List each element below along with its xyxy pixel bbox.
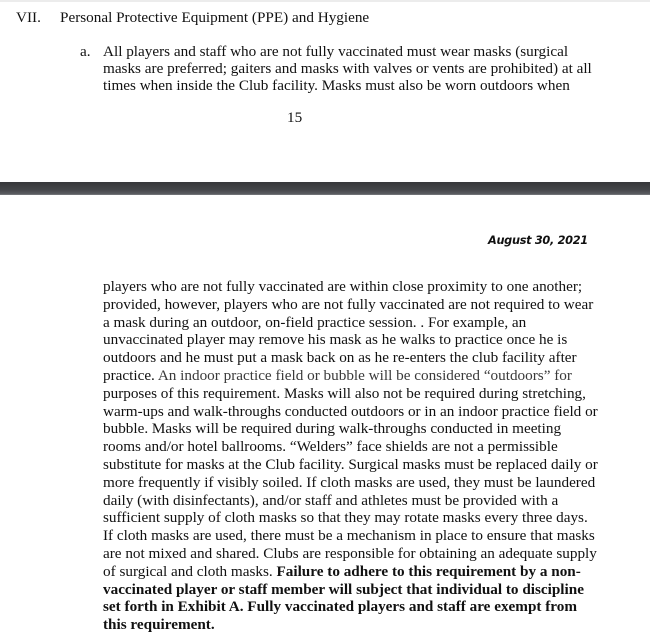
list-item-label: a. [80,43,91,60]
section-heading [16,9,369,27]
text-line [103,385,643,403]
text-line [103,545,643,563]
text-segment: outdoors and he must put a mask back on as he re-enters the club facility after [103,349,577,367]
section-number: VII. [16,9,41,26]
text-segment: rooms and/or hotel ballrooms. “Welders” face shields are not a permissible [103,438,558,456]
text-segment: sufficient supply of cloth masks so that they may rotate masks every three days. [103,509,588,527]
page-number: 15 [287,109,303,126]
text-segment: bubble. Masks will be required during walk-throughs conducted in meeting [103,420,562,438]
text-line [103,278,643,296]
text-line [103,349,643,367]
text-line [103,367,643,385]
text-segment: substitute for masks at the Club facility. Surgical masks must be replaced daily or [103,455,598,473]
text-segment-muted: An indoor practice field or bubble will be considered “outdoors” for [157,366,572,384]
text-segment: If cloth masks are used, there must be a mechanism in place to ensure that masks [103,527,595,545]
text-line [103,456,643,474]
text-segment: warm-ups and walk-throughs conducted outdoors or in an indoor practice field or [103,402,598,420]
text-segment: are not mixed and shared. Clubs are responsible for obtaining an adequate supply [103,544,597,562]
text-segment-bold: vaccinated player or staff member will subject that individual to discipline [103,580,584,598]
text-line [103,581,643,599]
text-line [103,438,643,456]
page-header-date: August 30, 2021 [488,234,588,247]
text-line [103,314,643,332]
text-line: masks are preferred; gaiters and masks with valves or vents are prohibited) at all [103,60,592,77]
text-line [103,420,643,438]
text-segment: provided, however, players who are not fully vaccinated are not required to wear [103,295,594,313]
text-line [103,474,643,492]
text-line [103,563,643,581]
text-segment: more frequently if visibly soiled. If cloth masks are used, they must be laundered [103,473,596,491]
text-segment: unvaccinated player may remove his mask as he walks to practice once he is [103,331,568,349]
section-title: Personal Protective Equipment (PPE) and Hygiene [60,9,370,26]
body-paragraph [103,278,643,634]
text-segment: players who are not fully vaccinated are within close proximity to one another; [103,278,583,295]
text-segment-bold: this requirement. [103,616,215,634]
text-segment: a mask during an outdoor, on-field practice session. . For example, an [103,313,527,331]
text-segment-bold: set forth in Exhibit A. Fully vaccinated players and staff are exempt from [103,598,578,616]
text-line: All players and staff who are not fully vaccinated must wear masks (surgical [103,43,569,60]
text-segment: purposes of this requirement. Masks will also not be required during stretching, [103,384,586,402]
document-page-16 [0,195,650,643]
text-line [103,616,643,634]
text-line [103,598,643,616]
text-line [103,403,643,421]
text-segment: of surgical and cloth masks. [103,562,277,580]
text-line [103,509,643,527]
text-line [103,296,643,314]
list-item-text [103,43,623,94]
page-separator [0,182,650,195]
text-line: times when inside the Club facility. Masks must also be worn outdoors when [103,77,570,94]
document-page-15 [0,0,650,182]
text-segment: practice. [103,366,158,384]
text-line [103,331,643,349]
text-segment-bold: Failure to adhere to this requirement by a non- [276,562,581,580]
text-segment: daily (with disinfectants), and/or staff and athletes must be provided with a [103,491,559,509]
text-line [103,527,643,545]
text-line [103,492,643,510]
